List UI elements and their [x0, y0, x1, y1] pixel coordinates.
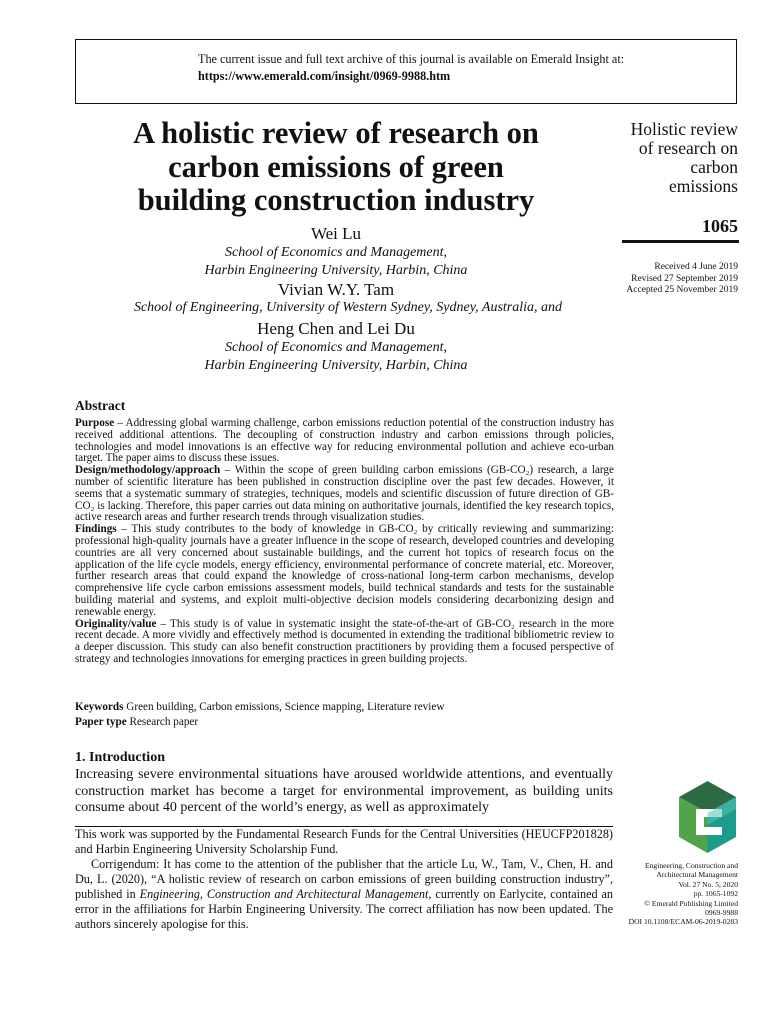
section-label: Design/methodology/approach	[75, 464, 221, 477]
journal-volume: Vol. 27 No. 5, 2020	[678, 879, 738, 889]
journal-name-line: Architectural Management	[656, 870, 738, 880]
journal-publisher: © Emerald Publishing Limited	[644, 898, 738, 908]
running-title-line: Holistic review	[630, 119, 738, 139]
paper-type-label: Paper type	[75, 716, 127, 728]
page-number: 1065	[702, 216, 738, 236]
section-label: Findings	[75, 523, 117, 536]
history-dates	[590, 262, 738, 297]
abstract-heading: Abstract	[75, 398, 126, 413]
archive-notice-box	[75, 39, 737, 104]
journal-logo-icon	[676, 779, 739, 855]
paper-type-text: Research paper	[126, 716, 199, 728]
running-title-line: of research on	[638, 138, 738, 158]
author-wei-lu: Wei Lu	[310, 224, 362, 243]
journal-doi[interactable]: DOI 10.1108/ECAM-06-2019-0283	[628, 917, 738, 927]
received-date: Received 4 June 2019	[654, 262, 738, 272]
affiliation-line: Harbin Engineering University, Harbin, China	[204, 263, 468, 278]
running-title-line: carbon	[690, 157, 738, 177]
introduction-text: Increasing severe environmental situations have aroused worldwide attentions, and eventually construction market has become a target for environmental improvement, as building units consume about 40 percent of the world’s energy, as well as approximately	[75, 767, 613, 815]
journal-pages: pp. 1065-1092	[693, 889, 738, 899]
abstract-purpose	[75, 418, 614, 465]
section-label: Originality/value	[75, 617, 157, 630]
section-text: – Within the scope of green building carbon emissions (GB-CO₂) research, a large number of scientific literature has been published in construction discipline over the past few decades. However, it seems that a systematic summary of strategies, techniques, models and scientific discussion of future direction of GB-CO₂ is lacking. Therefore, this paper carries out data mining on authoritative journals, identified the key research topics, active research areas and further research trends through visualization studies.	[75, 464, 614, 524]
archive-url-link[interactable]: https://www.emerald.com/insight/0969-9988.htm	[198, 69, 451, 83]
corrigendum-text: , currently on Earlycite, contained an error in the affiliations for Harbin Engineering University. The correct affiliation has now been updated. The authors sincerely apologise for this.	[75, 887, 613, 931]
page-number-rule	[622, 240, 739, 243]
keywords	[75, 701, 615, 713]
title-line: carbon emissions of green	[168, 149, 504, 184]
author-heng-chen-lei-du: Heng Chen and Lei Du	[257, 319, 415, 338]
section-text: – This study contributes to the body of knowledge in GB-CO₂ by critically reviewing and summarizing: professional high-quality journals have a greater influence in the scope of research, developed countries and developing countries are all very concerned about sustainable buildings, and the current hot topics of research focus on the application of the life cycle models, energy efficiency, environmental performance of concrete material, etc. Moreover, further research areas that could expand the knowledge of cross-national long-term carbon mechanisms, develop comprehensive life cycle carbon emissions assessment models, build technical standards and tests for the sustainable building material and systems, and exploit multi-objective decision models considering decarbonizing design and renewable energy.	[75, 523, 614, 618]
paper-type	[75, 716, 615, 728]
article-title	[75, 117, 597, 218]
keywords-text: Green building, Carbon emissions, Science mapping, Literature review	[123, 701, 445, 713]
affiliation-line: School of Economics and Management,	[224, 245, 447, 260]
affiliation-3	[75, 339, 597, 375]
author-vivian-tam: Vivian W.Y. Tam	[277, 280, 395, 299]
title-line: building construction industry	[137, 183, 535, 217]
abstract-originality	[75, 619, 614, 666]
corrigendum-note	[75, 857, 613, 932]
affiliation-line: Harbin Engineering University, Harbin, China	[204, 358, 468, 373]
section-text: – This study is of value in systematic insight the state-of-the-art of GB-CO₂ research in the more recent decade. A more vividly and effectively method is documented in extending the traditional bibliometric review to a deeper discussion. This study can also benefit construction practitioners by providing them a focused perspective of strategy and technologies innovations for emerging practices in green building projects.	[75, 617, 614, 665]
running-title	[604, 120, 738, 196]
section-text: – Addressing global warming challenge, carbon emissions reduction potential of the construction industry has received additional attentions. The decoupling of construction industry and carbon emissions through policies, technologies and model innovations is an effective way for reducing environmental pollution and achieve eco-urban target. The paper aims to discuss these issues.	[75, 417, 614, 465]
corrigendum-text: Corrigendum: It has come to the attention of the publisher that the article Lu, W., Tam, V., Chen, H. and Du, L. (2020), “A holistic review of research on carbon emissions of green building construction industry”, published in	[75, 857, 613, 901]
introduction-heading: 1. Introduction	[75, 750, 165, 765]
abstract-body	[75, 418, 614, 666]
affiliation-2: School of Engineering, University of Western Sydney, Sydney, Australia, and	[133, 300, 563, 315]
footnote	[75, 827, 613, 932]
keywords-label: Keywords	[75, 701, 124, 713]
revised-date: Revised 27 September 2019	[631, 273, 738, 284]
section-label: Purpose	[75, 417, 115, 429]
title-line: A holistic review of research on	[133, 116, 539, 150]
affiliation-line: School of Economics and Management,	[224, 340, 447, 355]
journal-name: Engineering, Construction and Architectural Management	[139, 887, 429, 901]
abstract-design	[75, 465, 614, 524]
journal-info	[604, 861, 738, 927]
running-title-line: emissions	[668, 176, 738, 196]
affiliation-1	[75, 244, 597, 280]
abstract-findings	[75, 524, 614, 618]
accepted-date: Accepted 25 November 2019	[626, 285, 738, 295]
funding-note: This work was supported by the Fundamental Research Funds for the Central Universities (HEUCFP201828) and Harbin Engineering University Scholarship Fund.	[75, 827, 613, 856]
journal-name-line: Engineering, Construction and	[644, 861, 738, 870]
journal-issn: 0969-9988	[705, 908, 738, 918]
archive-notice-text: The current issue and full text archive of this journal is available on Emerald Insight at:	[198, 52, 625, 66]
